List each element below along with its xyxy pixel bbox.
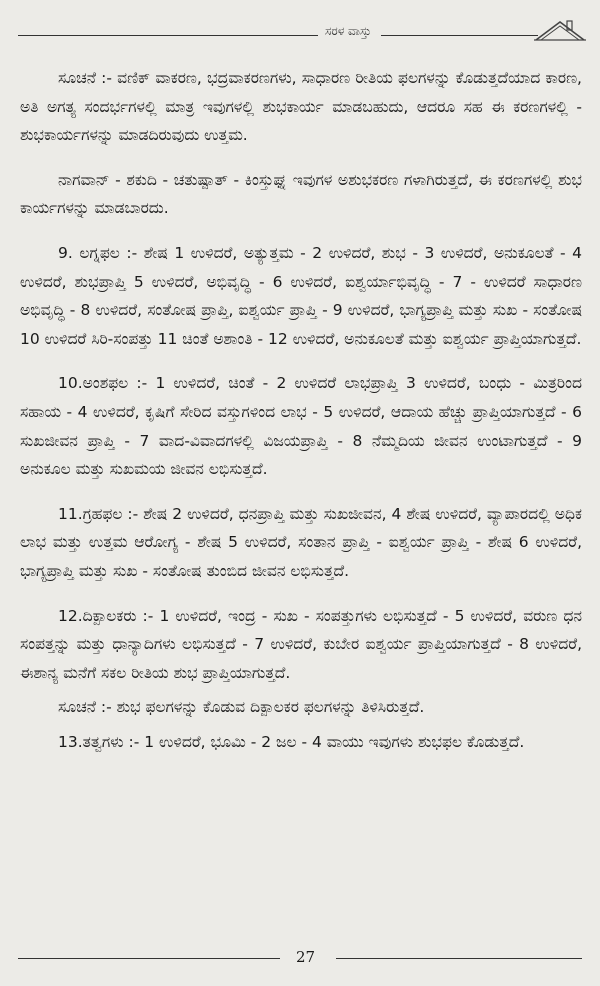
amsha-phala-paragraph: 10.ಅಂಶಫಲ :- 1 ಉಳಿದರೆ, ಚಿಂತೆ - 2 ಉಳಿದರೆ ಲಾಭಪ್ರಾಪ್ತಿ 3 ಉಳಿದರೆ, ಬಂಧು - ಮಿತ್ರರಿಂದ ಸಹಾಯ - 4 ಉಳಿದರೆ, ಕೃಷಿಗೆ ಸೇರಿದ ವಸ್ತುಗಳಿಂದ ಲಾಭ - 5 ಉಳಿದರೆ, ಆದಾಯ ಹೆಚ್ಚು ಪ್ರಾಪ್ತಿಯಾಗುತ್ತದೆ - 6 ಸುಖಜೀವನ ಪ್ರಾಪ್ತಿ - 7 ವಾದ-ವಿವಾದಗಳಲ್ಲಿ ವಿಜಯಪ್ರಾಪ್ತಿ - 8 ನೆಮ್ಮದಿಯ ಜೀವನ ಉಂಟಾಗುತ್ತದೆ - 9 ಅನುಕೂಲ ಮತ್ತು ಸುಖಮಯ ಜೀವನ ಲಭಿಸುತ್ತದೆ. (20, 374, 582, 479)
footer-rule-left (18, 958, 280, 959)
dikpalakaru-paragraph: 12.ದಿಕ್ಪಾಲಕರು :- 1 ಉಳಿದರೆ, ಇಂದ್ರ - ಸುಖ - ಸಂಪತ್ತುಗಳು ಲಭಿಸುತ್ತದೆ - 5 ಉಳಿದರೆ, ವರುಣ ಧನ ಸಂಪತ್ತನ್ನು ಮತ್ತು ಧಾನ್ಯಾದಿಗಳು ಲಭಿಸುತ್ತದೆ - 7 ಉಳಿದರೆ, ಕುಬೇರ ಐಶ್ವರ್ಯ ಪ್ರಾಪ್ತಿಯಾಗುತ್ತದೆ - 8 ಉಳಿದರೆ, ಈಶಾನ್ಯ ಮನೆಗೆ ಸಕಲ ರೀತಿಯ ಶುಭ ಪ್ರಾಪ್ತಿಯಾಗುತ್ತದೆ. (20, 606, 582, 682)
page-body (20, 64, 582, 772)
tattvagalu-paragraph: 13.ತತ್ವಗಳು :- 1 ಉಳಿದರೆ, ಭೂಮಿ - 2 ಜಲ - 4 ವಾಯು ಇವುಗಳು ಶುಭಫಲ ಕೊಡುತ್ತದೆ. (58, 732, 525, 751)
lagna-phala-paragraph: 9. ಲಗ್ನಫಲ :- ಶೇಷ 1 ಉಳಿದರೆ, ಅತ್ಯುತ್ತಮ - 2 ಉಳಿದರೆ, ಶುಭ - 3 ಉಳಿದರೆ, ಅನುಕೂಲತೆ - 4 ಉಳಿದರೆ, ಶುಭಪ್ರಾಪ್ತಿ 5 ಉಳಿದರೆ, ಅಭಿವೃದ್ಧಿ - 6 ಉಳಿದರೆ, ಐಶ್ವರ್ಯಾಭಿವೃದ್ಧಿ - 7 - ಉಳಿದರೆ ಸಾಧಾರಣ ಅಭಿವೃದ್ಧಿ - 8 ಉಳಿದರೆ, ಸಂತೋಷ ಪ್ರಾಪ್ತಿ, ಐಶ್ವರ್ಯ ಪ್ರಾಪ್ತಿ - 9 ಉಳಿದರೆ, ಭಾಗ್ಯಪ್ರಾಪ್ತಿ ಮತ್ತು ಸುಖ - ಸಂತೋಷ 10 ಉಳಿದರೆ ಸಿರಿ-ಸಂಪತ್ತು 11 ಚಿಂತೆ ಅಶಾಂತಿ - 12 ಉಳಿದರೆ, ಅನುಕೂಲತೆ ಮತ್ತು ಐಶ್ವರ್ಯ ಪ್ರಾಪ್ತಿಯಾಗುತ್ತದೆ. (20, 243, 582, 348)
graha-phala-paragraph: 11.ಗ್ರಹಫಲ :- ಶೇಷ 2 ಉಳಿದರೆ, ಧನಪ್ರಾಪ್ತಿ ಮತ್ತು ಸುಖಜೀವನ, 4 ಶೇಷ ಉಳಿದರೆ, ವ್ಯಾಪಾರದಲ್ಲಿ ಅಧಿಕ ಲಾಭ ಮತ್ತು ಉತ್ತಮ ಆರೋಗ್ಯ - ಶೇಷ 5 ಉಳಿದರೆ, ಸಂತಾನ ಪ್ರಾಪ್ತಿ - ಐಶ್ವರ್ಯ ಪ್ರಾಪ್ತಿ - ಶೇಷ 6 ಉಳಿದರೆ, ಭಾಗ್ಯಪ್ರಾಪ್ತಿ ಮತ್ತು ಸುಖ - ಸಂತೋಷ ತುಂಬಿದ ಜೀವನ ಲಭಿಸುತ್ತದೆ. (20, 504, 582, 580)
note-karana-paragraph: ಸೂಚನೆ :- ವಣಿಕ್ ವಾಕರಣ, ಭದ್ರವಾಕರಣಗಳು, ಸಾಧಾರಣ ರೀತಿಯ ಫಲಗಳನ್ನು ಕೊಡುತ್ತದೆಯಾದ ಕಾರಣ, ಅತಿ ಅಗತ್ಯ ಸಂದರ್ಭಗಳಲ್ಲಿ ಮಾತ್ರ ಇವುಗಳಲ್ಲಿ ಶುಭಕಾರ್ಯ ಮಾಡಬಹುದು, ಆದರೂ ಸಹ ಈ ಕರಣಗಳಲ್ಲಿ - ಶುಭಕಾರ್ಯಗಳನ್ನು ಮಾಡದಿರುವುದು ಉತ್ತಮ. (20, 69, 582, 145)
header-rule-left (18, 35, 318, 36)
running-title: ಸರಳ ವಾಸ್ತು (325, 24, 372, 38)
header-rule-right (381, 35, 538, 36)
page-footer (18, 946, 582, 970)
page-header (18, 22, 582, 50)
inauspicious-karana-paragraph: ನಾಗವಾನ್ - ಶಕುದಿ - ಚತುಷ್ಪಾತ್ - ಕಿಂಸ್ತುಘ್ನ ಇವುಗಳ ಅಶುಭಕರಣ ಗಳಾಗಿರುತ್ತದೆ, ಈ ಕರಣಗಳಲ್ಲಿ ಶುಭ ಕಾರ್ಯಗಳನ್ನು ಮಾಡಬಾರದು. (20, 170, 582, 218)
page-number: 27 (296, 948, 316, 966)
footer-rule-right (336, 958, 582, 959)
note-dikpalaka-paragraph: ಸೂಚನೆ :- ಶುಭ ಫಲಗಳನ್ನು ಕೊಡುವ ದಿಕ್ಪಾಲಕರ ಫಲಗಳನ್ನು ತಿಳಿಸಿರುತ್ತದೆ. (58, 698, 425, 717)
house-roof-icon (534, 18, 586, 54)
